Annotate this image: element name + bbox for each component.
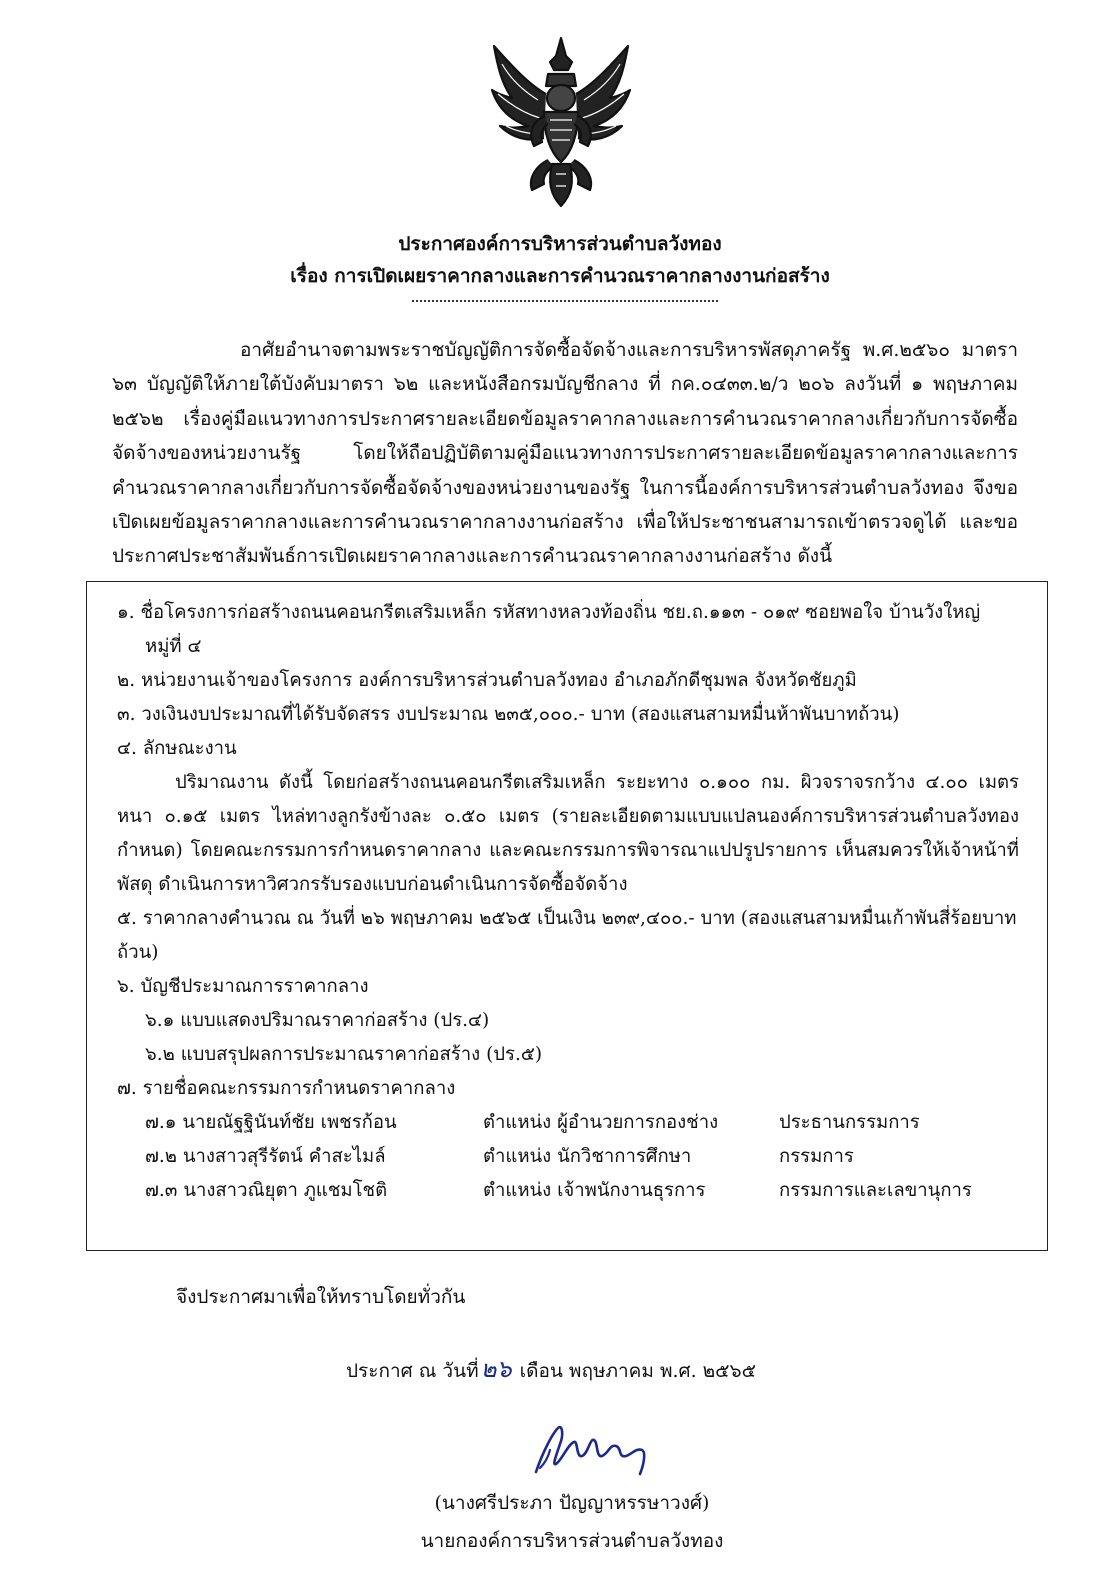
garuda-emblem-icon — [488, 34, 634, 212]
project-details-box — [86, 581, 1048, 1251]
committee-position: ตำแหน่ง นักวิชาการศึกษา — [483, 1146, 692, 1167]
date-suffix: เดือน พฤษภาคม พ.ศ. ๒๕๖๕ — [519, 1360, 756, 1382]
closing-statement: จึงประกาศมาเพื่อให้ทราบโดยทั่วกัน — [176, 1286, 466, 1308]
committee-name: ๗.๓ นางสาวณิยุตา ภูแชมโชติ — [145, 1180, 388, 1201]
announcement-subject: เรื่อง การเปิดเผยราคากลางและการคำนวณราคากลางงานก่อสร้าง — [290, 265, 830, 287]
dotted-divider — [412, 300, 718, 302]
item-estimate-pr5: ๖.๒ แบบสรุปผลการประมาณราคาก่อสร้าง (ปร.๕) — [145, 1044, 543, 1065]
item-1-continuation: หมู่ที่ ๔ — [145, 636, 202, 657]
intro-text: อาศัยอำนาจตามพระราชบัญญัติการจัดซื้อจัดจ้างและการบริหารพัสดุภาครัฐ พ.ศ.๒๕๖๐ มาตรา ๖๓ บัญญัติให้ภายใต้บังคับมาตรา ๖๒ และหนังสือกรมบัญชีกลาง ที่ กค.๐๔๓๓.๒/ว ๒๐๖ ลงวันที่ ๑ พฤษภาคม ๒๕๖๒ เรื่องคู่มือแนวทางการประกาศรายละเอียดข้อมูลราคากลางและการคำนวณราคากลางเกี่ยวกับการจัดซื้อจัดจ้างของหน่วยงานรัฐ โดยให้ถือปฏิบัติตามคู่มือแนวทางการประกาศรายละเอียดข้อมูลราคากลางและการคำนวณราคากลางเกี่ยวกับการจัดซื้อจัดจ้างของหน่วยงานของรัฐ ในการนี้องค์การบริหารส่วนตำบลวังทอง จึงขอเปิดเผยข้อมูลราคากลางและการคำนวณราคากลางงานก่อสร้าง เพื่อให้ประชาชนสามารถเข้าตรวจดูได้ และขอประกาศประชาสัมพันธ์การเปิดเผยราคากลางและการคำนวณราคากลางงานก่อสร้าง ดังนี้ — [112, 339, 1018, 568]
committee-row — [117, 1140, 1019, 1174]
committee-row — [117, 1174, 1019, 1208]
committee-row — [117, 1106, 1019, 1140]
committee-role: กรรมการและเลขานุการ — [779, 1180, 972, 1201]
item-project-owner: ๒. หน่วยงานเจ้าของโครงการ องค์การบริหารส่วนตำบลวังทอง อำเภอภักดีชุมพล จังหวัดชัยภูมิ — [117, 670, 857, 691]
item-project-name — [117, 596, 1019, 664]
item-estimate-list: ๖. บัญชีประมาณการราคากลาง — [117, 976, 369, 997]
project-details-content — [117, 596, 1019, 1208]
item-work-type: ๔. ลักษณะงาน — [117, 738, 237, 759]
item-1-text: ๑. ชื่อโครงการก่อสร้างถนนคอนกรีตเสริมเหล็ก รหัสทางหลวงท้องถิ่น ชย.ถ.๑๑๓ - ๐๑๙ ซอยพอใจ บ้านวังใหญ่ — [117, 602, 981, 623]
item-work-detail: ปริมาณงาน ดังนี้ โดยก่อสร้างถนนคอนกรีตเสริมเหล็ก ระยะทาง ๐.๑๐๐ กม. ผิวจราจรกว้าง ๔.๐๐ เมตร หนา ๐.๑๕ เมตร ไหล่ทางลูกรังข้างละ ๐.๕๐ เมตร (รายละเอียดตามแบบแปลนองค์การบริหารส่วนตำบลวังทอง กำหนด) โดยคณะกรรมการกำหนดราคากลาง และคณะกรรมการพิจารณาแปปรูปรายการ เห็นสมควรให้เจ้าหน้าที่พัสดุ ดำเนินการหาวิศวกรรับรองแบบก่อนดำเนินการจัดซื้อจัดจ้าง — [117, 772, 1019, 895]
committee-position: ตำแหน่ง เจ้าพนักงานธุรการ — [483, 1180, 706, 1201]
committee-name: ๗.๒ นางสาวสุรีรัตน์ คำสะไมล์ — [145, 1146, 386, 1167]
item-median-price: ๕. ราคากลางคำนวณ ณ วันที่ ๒๖ พฤษภาคม ๒๕๖๕ เป็นเงิน ๒๓๙,๔๐๐.- บาท (สองแสนสามหมื่นเก้าพันสี่ร้อยบาทถ้วน) — [117, 908, 1017, 963]
item-budget: ๓. วงเงินงบประมาณที่ได้รับจัดสรร งบประมาณ ๒๓๕,๐๐๐.- บาท (สองแสนสามหมื่นห้าพันบาทถ้วน) — [117, 704, 900, 725]
announcement-title: ประกาศองค์การบริหารส่วนตำบลวังทอง — [398, 233, 722, 255]
date-prefix: ประกาศ ณ วันที่ — [346, 1360, 479, 1382]
intro-paragraph — [112, 333, 1018, 574]
committee-role: ประธานกรรมการ — [779, 1112, 920, 1133]
announcement-date — [346, 1354, 756, 1386]
signer-name: (นางศรีประภา ปัญญาหรรษาวงศ์) — [434, 1492, 710, 1514]
committee-position: ตำแหน่ง ผู้อำนวยการกองช่าง — [483, 1112, 719, 1133]
committee-name: ๗.๑ นายณัฐฐินันท์ชัย เพชรก้อน — [145, 1112, 397, 1133]
handwritten-signature-icon — [522, 1414, 662, 1486]
item-estimate-pr4: ๖.๑ แบบแสดงปริมาณราคาก่อสร้าง (ปร.๔) — [145, 1010, 490, 1031]
committee-role: กรรมการ — [779, 1146, 854, 1167]
signer-title: นายกองค์การบริหารส่วนตำบลวังทอง — [420, 1530, 724, 1552]
date-day-handwritten: ๒๖ — [480, 1355, 512, 1383]
item-committee-title: ๗. รายชื่อคณะกรรมการกำหนดราคากลาง — [117, 1078, 456, 1099]
